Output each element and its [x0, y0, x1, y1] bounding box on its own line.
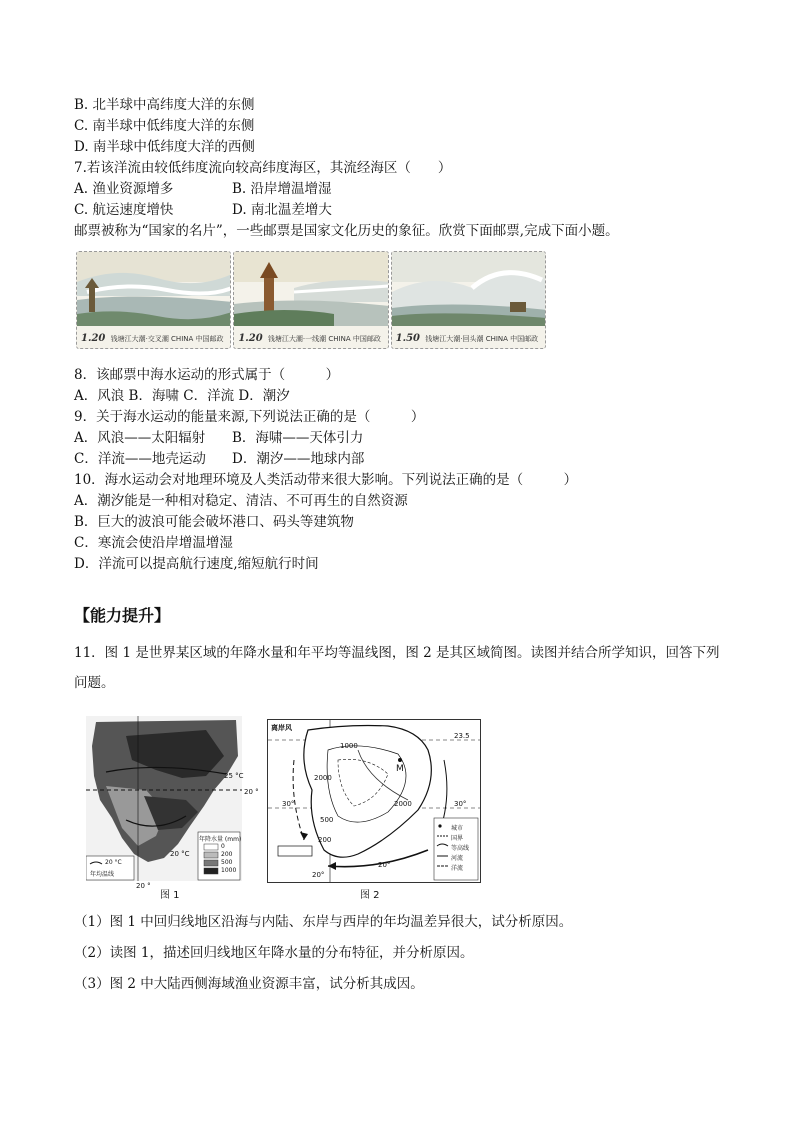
q9-row1 [74, 429, 364, 447]
q8-stem: 8．该邮票中海水运动的形式属于（ ） [74, 367, 340, 383]
fig2-contour-500: 500 [320, 816, 334, 824]
stamp-1-text: 钱塘江大潮·交叉潮 CHINA 中国邮政 [110, 335, 224, 343]
figure-1-caption: 图 1 [160, 890, 180, 901]
fig2-legend-current: 洋流 [451, 865, 464, 872]
fig1-iso25-label: 25 °C [224, 772, 244, 780]
figure-2-map [267, 719, 481, 883]
stamp-1-price: 1.20 [81, 333, 106, 344]
fig1-iso20-label: 20 °C [170, 850, 190, 858]
q11-sub3: （3）图 2 中大陆西侧海域渔业资源丰富，试分析其成因。 [74, 976, 424, 992]
fig1-iso-legend-name: 年均温线 [90, 871, 115, 878]
q11-sub2: （2）读图 1，描述回归线地区年降水量的分布特征，并分析原因。 [74, 945, 474, 961]
q11-sub1: （1）图 1 中回归线地区沿海与内陆、东岸与西岸的年均温差异很大，试分析原因。 [74, 914, 573, 930]
fig2-contour-200: 200 [318, 836, 332, 844]
fig2-legend-border: 国界 [451, 835, 464, 842]
fig1-legend-1000: 1000 [221, 867, 237, 874]
q9-option-b: B．海啸——天体引力 [232, 430, 364, 446]
fig1-legend-500: 500 [221, 859, 233, 866]
figure-2-caption: 图 2 [360, 890, 380, 901]
fig2-m-label: M [396, 764, 404, 774]
option-c-prev: C. 南半球中低纬度大洋的东侧 [74, 118, 255, 134]
q7-option-c: C. 航运速度增快 [74, 202, 174, 218]
fig1-lat20-label: 20 ° [244, 788, 259, 796]
fig2-lat30-left: 30° [282, 800, 295, 808]
stamp-3-caption [396, 333, 539, 344]
q9-option-d: D．潮汐——地球内部 [232, 451, 365, 467]
q10-option-a: A．潮汐能是一种相对稳定、清洁、不可再生的自然资源 [74, 493, 408, 509]
q7-row2 [74, 201, 332, 219]
fig2-lon20-sea: 20° [378, 861, 391, 869]
stamp-intro: 邮票被称为“国家的名片”，一些邮票是国家文化历史的象征。欣赏下面邮票,完成下面小题。 [74, 223, 619, 239]
option-b-prev: B. 北半球中高纬度大洋的东侧 [74, 97, 255, 113]
stamp-3 [391, 251, 546, 349]
stamp-1-caption [81, 333, 224, 344]
q7-row1 [74, 180, 332, 198]
fig2-lon20-bottom: 20° [312, 871, 325, 879]
stamp-3-text: 钱塘江大潮·回头潮 CHINA 中国邮政 [425, 335, 539, 343]
stamp-3-price: 1.50 [395, 333, 421, 344]
fig1-legend-title: 年降水量 (mm) [199, 836, 242, 843]
stamp-strip [76, 251, 546, 349]
stamp-2-price: 1.20 [238, 333, 263, 344]
figure-2-graphic [268, 720, 480, 882]
fig2-contour-2000a: 2000 [314, 774, 332, 782]
fig2-wind-label: 离岸风 [271, 724, 292, 732]
q10-stem: 10．海水运动会对地理环境及人类活动带来很大影响。下列说法正确的是（ ） [74, 472, 578, 488]
q11-stem: 11．图 1 是世界某区域的年降水量和年平均等温线图，图 2 是其区域简图。读图并结合所学知识，回答下列问题。 [74, 645, 720, 691]
fig1-iso-legend: 20 °C [105, 859, 122, 866]
stamp-1 [76, 251, 231, 349]
q9-option-c: C．洋流——地壳运动 [74, 451, 206, 467]
fig2-legend-contour: 等高线 [451, 845, 470, 852]
stamp-2-text: 钱塘江大潮·一线潮 CHINA 中国邮政 [267, 335, 381, 343]
figure-1-map [86, 716, 259, 890]
q7-option-b: B. 沿岸增温增湿 [232, 181, 332, 197]
q10-option-d: D．洋流可以提高航行速度,缩短航行时间 [74, 556, 319, 572]
fig2-lat30-right: 30° [454, 800, 467, 808]
figure-1-graphic [86, 716, 242, 881]
section-heading: 【能力提升】 [74, 606, 171, 625]
option-d-prev: D. 南半球中低纬度大洋的西侧 [74, 139, 255, 155]
q10-option-c: C．寒流会使沿岸增温增湿 [74, 535, 233, 551]
q9-option-a: A．风浪——太阳辐射 [74, 430, 206, 446]
q9-row2 [74, 450, 365, 468]
q8-options: A．风浪 B．海啸 C．洋流 D．潮汐 [74, 388, 290, 404]
stamp-2-caption [238, 333, 381, 344]
fig2-legend-city: 城市 [451, 825, 464, 832]
stamp-2 [233, 251, 388, 349]
q7-option-a: A. 渔业资源增多 [74, 181, 174, 197]
q9-stem: 9．关于海水运动的能量来源,下列说法正确的是（ ） [74, 409, 425, 425]
fig1-legend-200: 200 [221, 851, 233, 858]
fig2-legend-river: 河流 [451, 855, 464, 862]
fig2-contour-1000: 1000 [340, 742, 358, 750]
q10-option-b: B．巨大的波浪可能会破坏港口、码头等建筑物 [74, 514, 354, 530]
q7-stem: 7.若该洋流由较低纬度流向较高纬度海区，其流经海区（ ） [74, 160, 452, 176]
fig1-lon20-label: 20 ° [136, 882, 151, 890]
q7-option-d: D. 南北温差增大 [232, 202, 332, 218]
fig2-tropic-label: 23.5 [454, 732, 470, 740]
fig1-legend-0: 0 [221, 843, 225, 850]
fig2-contour-2000b: 2000 [394, 800, 412, 808]
